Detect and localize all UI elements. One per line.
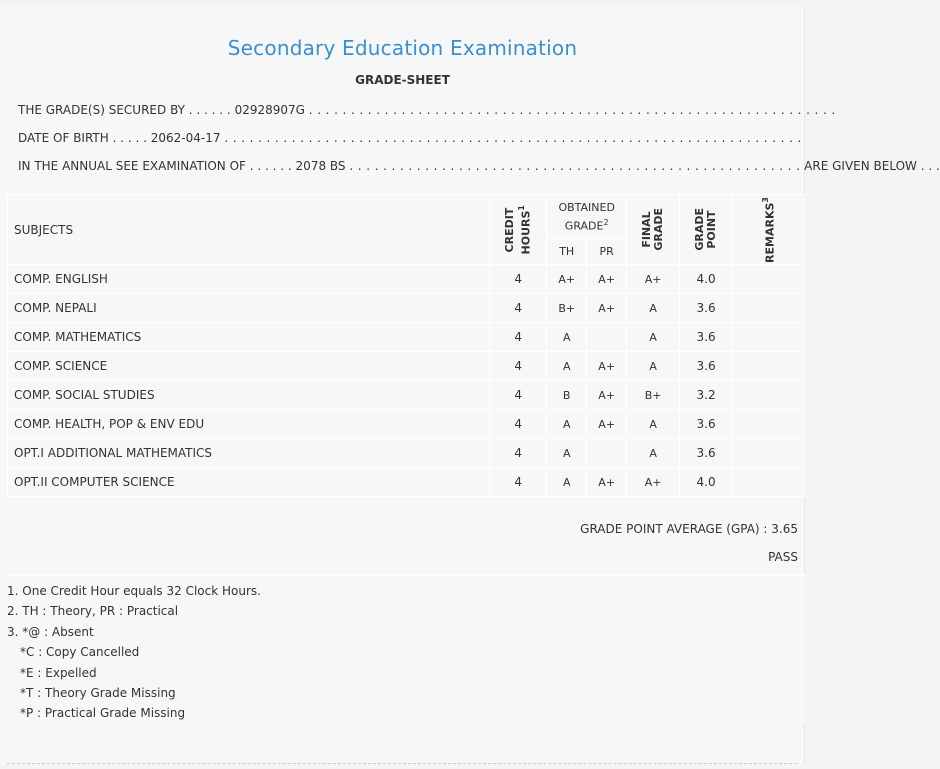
- final-grade-cell: A: [627, 294, 680, 323]
- header-obtained-sup: 2: [603, 217, 609, 227]
- remarks-cell: [733, 352, 805, 381]
- header-remarks: [733, 195, 805, 265]
- grade-point-cell: 4.0: [680, 265, 733, 294]
- grades-table: [7, 194, 805, 497]
- practical-grade-cell: A+: [587, 265, 627, 294]
- remarks-cell: [733, 439, 805, 468]
- remarks-cell: [733, 468, 805, 497]
- footnote-practical-missing: *P : Practical Grade Missing: [20, 706, 186, 720]
- remarks-cell: [733, 294, 805, 323]
- exam-dots: . . . . . . . . . . . . . . . . . . . . . . . . . . . . . . . . . . . . . . . . . . . . . . . . . . . . . .: [349, 159, 801, 173]
- exam-line: [18, 159, 940, 173]
- table-row: [8, 352, 805, 381]
- header-credit-a: CREDIT: [502, 207, 516, 252]
- credit-hours-cell: 4: [490, 352, 547, 381]
- grade-point-cell: 3.6: [680, 294, 733, 323]
- practical-grade-cell: A+: [587, 381, 627, 410]
- remarks-cell: [733, 265, 805, 294]
- final-grade-cell: A+: [627, 468, 680, 497]
- final-grade-cell: A: [627, 323, 680, 352]
- dob-label: DATE OF BIRTH . . . . .: [18, 131, 147, 145]
- remarks-cell: [733, 381, 805, 410]
- final-grade-cell: A: [627, 352, 680, 381]
- practical-grade-cell: A+: [587, 352, 627, 381]
- final-grade-cell: A: [627, 439, 680, 468]
- header-point-a: GRADE: [693, 208, 707, 251]
- table-row: [8, 265, 805, 294]
- grade-point-cell: 3.6: [680, 323, 733, 352]
- exam-title: Secondary Education Examination: [227, 36, 578, 60]
- footnote-3: 3. *@ : Absent: [7, 625, 94, 639]
- footnote-2: 2. TH : Theory, PR : Practical: [7, 604, 179, 618]
- credit-hours-cell: 4: [490, 265, 547, 294]
- grade-sheet-heading: GRADE-SHEET: [355, 73, 450, 87]
- table-row: [8, 294, 805, 323]
- secured-by-line: [18, 103, 836, 117]
- grade-point-cell: 4.0: [680, 468, 733, 497]
- dob-value: 2062-04-17: [150, 131, 221, 145]
- secured-by-label: THE GRADE(S) SECURED BY . . . . . .: [18, 103, 231, 117]
- credit-hours-cell: 4: [490, 468, 547, 497]
- secured-by-dots: . . . . . . . . . . . . . . . . . . . . . . . . . . . . . . . . . . . . . . . . . . . . . . . . . . . . . . . . . . . . . . .: [308, 103, 836, 117]
- header-credit-sup: 1: [516, 204, 526, 211]
- final-grade-cell: B+: [627, 381, 680, 410]
- theory-grade-cell: A: [547, 468, 587, 497]
- table-row: [8, 468, 805, 497]
- grade-point-cell: 3.6: [680, 410, 733, 439]
- exam-year: 2078 BS: [295, 159, 346, 173]
- practical-grade-cell: A+: [587, 294, 627, 323]
- header-point-b: POINT: [705, 210, 719, 249]
- header-grade-point: [680, 195, 733, 265]
- exam-label: IN THE ANNUAL SEE EXAMINATION OF . . . . . .: [18, 159, 292, 173]
- header-subjects: SUBJECTS: [8, 195, 490, 265]
- header-final-b: GRADE: [652, 208, 666, 251]
- header-credit-b: HOURS: [519, 210, 533, 255]
- header-credit-hours: [490, 195, 547, 265]
- grade-point-cell: 3.6: [680, 352, 733, 381]
- practical-grade-cell: A+: [587, 410, 627, 439]
- header-th: TH: [547, 239, 587, 265]
- subject-cell: COMP. SOCIAL STUDIES: [8, 381, 490, 410]
- subject-cell: OPT.II COMPUTER SCIENCE: [8, 468, 490, 497]
- remarks-cell: [733, 323, 805, 352]
- header-pr: PR: [587, 239, 627, 265]
- footnotes: [7, 574, 805, 724]
- credit-hours-cell: 4: [490, 323, 547, 352]
- footnote-expelled: *E : Expelled: [20, 666, 97, 680]
- header-final-a: FINAL: [640, 211, 654, 248]
- subject-cell: COMP. ENGLISH: [8, 265, 490, 294]
- subject-cell: COMP. MATHEMATICS: [8, 323, 490, 352]
- credit-hours-cell: 4: [490, 439, 547, 468]
- theory-grade-cell: B+: [547, 294, 587, 323]
- theory-grade-cell: A: [547, 439, 587, 468]
- credit-hours-cell: 4: [490, 410, 547, 439]
- gpa-summary: GRADE POINT AVERAGE (GPA) : 3.65: [580, 522, 798, 536]
- table-row: [8, 381, 805, 410]
- footnote-1: 1. One Credit Hour equals 32 Clock Hours.: [7, 584, 261, 598]
- exam-suffix: ARE GIVEN BELOW . . .: [804, 159, 940, 173]
- header-final-grade: [627, 195, 680, 265]
- subject-cell: OPT.I ADDITIONAL MATHEMATICS: [8, 439, 490, 468]
- grade-point-cell: 3.2: [680, 381, 733, 410]
- theory-grade-cell: B: [547, 381, 587, 410]
- practical-grade-cell: A+: [587, 468, 627, 497]
- subject-cell: COMP. SCIENCE: [8, 352, 490, 381]
- header-obtained-b: GRADE: [564, 219, 604, 233]
- table-row: [8, 410, 805, 439]
- table-row: [8, 323, 805, 352]
- footnote-copy-cancelled: *C : Copy Cancelled: [20, 645, 140, 659]
- theory-grade-cell: A: [547, 410, 587, 439]
- dob-line: [18, 131, 802, 145]
- result-status: PASS: [768, 550, 798, 564]
- grades-body: [8, 265, 805, 497]
- remarks-cell: [733, 410, 805, 439]
- theory-grade-cell: A: [547, 323, 587, 352]
- practical-grade-cell: [587, 439, 627, 468]
- final-grade-cell: A: [627, 410, 680, 439]
- credit-hours-cell: 4: [490, 294, 547, 323]
- grade-point-cell: 3.6: [680, 439, 733, 468]
- header-remarks-sup: 3: [761, 196, 771, 203]
- header-obtained-a: OBTAINED: [558, 200, 615, 214]
- symbol-number: 02928907G: [234, 103, 305, 117]
- subject-cell: COMP. NEPALI: [8, 294, 490, 323]
- bottom-divider: [7, 763, 797, 764]
- theory-grade-cell: A: [547, 352, 587, 381]
- header-obtained-grade: [547, 195, 627, 239]
- dob-dots: . . . . . . . . . . . . . . . . . . . . . . . . . . . . . . . . . . . . . . . . . . . . . . . . . . . . . . . . . . . . . . . . . . . . .: [224, 131, 802, 145]
- credit-hours-cell: 4: [490, 381, 547, 410]
- practical-grade-cell: [587, 323, 627, 352]
- header-remarks-label: REMARKS: [763, 202, 777, 263]
- final-grade-cell: A+: [627, 265, 680, 294]
- footnote-theory-missing: *T : Theory Grade Missing: [20, 686, 176, 700]
- table-row: [8, 439, 805, 468]
- theory-grade-cell: A+: [547, 265, 587, 294]
- subject-cell: COMP. HEALTH, POP & ENV EDU: [8, 410, 490, 439]
